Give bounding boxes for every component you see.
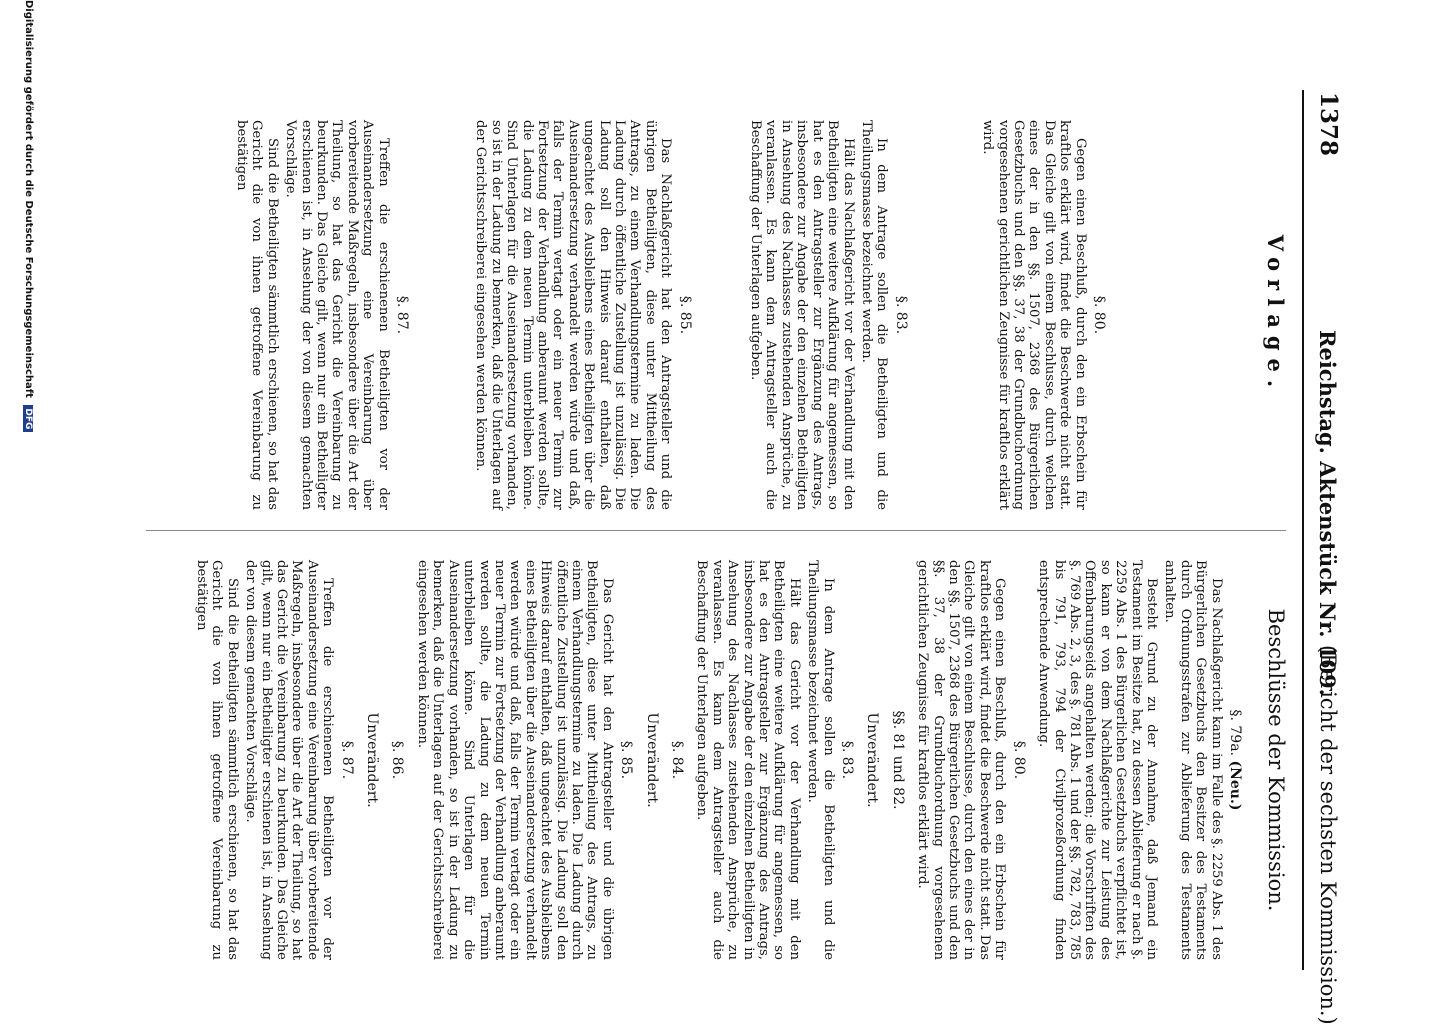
page-number: 1378: [1315, 92, 1342, 157]
digitization-note: [23, 0, 34, 432]
new-section-tag: (Neu.): [1227, 760, 1243, 811]
right-unchanged-86: Unverändert.: [364, 712, 381, 808]
right-section-heading-79a: [1227, 560, 1242, 960]
right-column: [191, 560, 1252, 960]
right-section-text-83a: In dem Antrage sollen die Betheiligten und die Theilungsmasse bezeichnet werden.: [805, 560, 836, 960]
left-section-text-83b: Hält das Nachlaßgericht vor der Verhandlung mit den Betheiligten eine weitere Aufklärung für angemessen, so hat es den Antragsteller zur Ergänzung des Antrags, insbesondere zur Angabe der den einzelnen Betheiligten in Ansehung des Nachlasses zustehenden Ansprüche, zu veranlassen. Es kann dem Antragsteller auch die Beschaffung der Unterlagen aufgeben.: [748, 120, 856, 510]
right-section-heading-80: §. 80.: [1010, 740, 1027, 780]
column-divider: [146, 530, 1286, 531]
right-section-heading-83: §. 83.: [839, 740, 856, 780]
left-section-text-85: Das Nachlaßgericht hat den Antragsteller und die übrigen Betheiligten, diese unter Mittheilung des Antrags, zu einem Verhandlungstermine zu laden. Die Ladung durch öffentliche Zustellung ist unzulässig. Die Ladung soll den Hinweis darauf enthalten, daß ungeachtet des Ausbleibens eines Betheiligten über die Auseinandersetzung verhandelt werden würde und daß, falls der Termin vertagt oder ein neuer Termin zur Fortsetzung der Verhandlung anberaumt werden sollte, die Ladung zu dem neuen Termin unterbleiben könne. Sind Unterlagen für die Auseinandersetzung vorhanden, so ist in der Ladung zu bemerken, daß die Unterlagen auf der Gerichtsschreiberei eingesehen werden können.: [473, 120, 674, 510]
right-section-text-83b: Hält das Gericht vor der Verhandlung mit den Betheiligten eine weitere Aufklärung für angemessen, so hat es den Antragsteller zur Ergänzung des Antrags, insbesondere zur Angabe der den einzelnen Betheiligten in Ansehung des Nachlasses zustehenden Ansprüche, zu veranlassen. Es kann dem Antragsteller auch die Beschaffung der Unterlagen aufgeben.: [694, 560, 802, 960]
left-section-heading-83: §. 83.: [892, 295, 909, 335]
right-section-heading-87: §. 87.: [338, 740, 355, 780]
right-unchanged-84: Unverändert.: [643, 712, 660, 808]
right-section-text-87a: Treffen die erschienenen Betheiligten vor der Auseinandersetzung eine Vereinbarung über vorbereitende Maßregeln, insbesondere über die Art der Theilung, so hat das Gericht die Vereinbarung zu beurkunden. Das Gleiche gilt, wenn nur ein Betheiligter erschienen ist, in Ansehung der von diesem gemachten Vorschläge.: [243, 560, 336, 960]
dfg-logo: DFG: [23, 405, 33, 432]
right-section-text-85: Das Gericht hat den Antragsteller und die übrigen Betheiligten, diese unter Mittheilung des Antrags, zu einem Verhandlungstermine zu laden. Die Ladung durch öffentliche Zustellung ist unzulässig. Die Ladung soll den Hinweis darauf enthalten, daß ungeachtet des Ausbleibens eines Betheiligten über die Auseinandersetzung verhandelt werden würde und daß, falls der Termin vertagt oder ein neuer Termin zur Fortsetzung der Verhandlung anberaumt werden sollte, die Ladung zu dem neuen Termin unterbleiben könne. Sind Unterlagen für die Auseinandersetzung vorhanden, so ist in der Ladung zu bemerken, daß die Unterlagen auf der Gerichtsschreiberei eingesehen werden können.: [414, 560, 615, 960]
right-section-text-87b: Sind die Betheiligten sämmtlich erschienen, so hat das Gericht die von ihnen getroffene Vereinbarung zu bestätigen: [194, 560, 240, 960]
right-column-title: Beschlüsse der Kommission.: [1264, 608, 1288, 912]
right-section-number-79a: §. 79a.: [1227, 709, 1243, 757]
left-column-spacer: [1116, 120, 1252, 510]
left-section-text-87a: Treffen die erschienenen Betheiligten vor der Auseinandersetzung eine Vereinbarung über vorbereitende Maßregeln, insbesondere über die Art der Theilung, so hat das Gericht die Vereinbarung zu beurkunden. Das Gleiche gilt, wenn nur ein Betheiligter erschienen ist, in Ansehung der von diesem gemachten Vorschläge.: [283, 120, 391, 510]
left-section-text-83a: In dem Antrage sollen die Betheiligten und die Theilungsmasse bezeichnet werden.: [858, 120, 890, 510]
right-section-text-79a-1: Das Nachlaßgericht kann im Falle des §. 2259 Abs. 1 des Bürgerlichen Gesetzbuchs den Besitzer des Testaments durch Ordnungsstrafen zur Ablieferung des Testaments anhalten.: [1162, 560, 1224, 960]
left-section-heading-87: §. 87.: [394, 295, 410, 335]
left-column: [231, 120, 1252, 510]
page-title: Reichstag. Aktenstück Nr. 109.: [1315, 330, 1340, 696]
left-section-heading-80: §. 80.: [1091, 295, 1107, 335]
header-rule: [1302, 90, 1304, 970]
right-section-text-80: Gegen einen Beschluß, durch den ein Erbschein für kraftlos erklärt wird, findet die Beschwerde nicht statt. Das Gleiche gilt von einem Beschlusse, durch den eines der in den §§. 1507, 2368 des Bürgerlichen Gesetzbuchs und den §§. 37, 38 der Grundbuchordnung vorgesehenen gerichtlichen Zeugnisse für kraftlos erklärt wird.: [915, 560, 1008, 960]
right-section-heading-86: §. 86.: [389, 740, 406, 780]
left-column-title: Vorlage.: [1263, 234, 1288, 396]
left-section-heading-85: §. 85.: [676, 295, 693, 335]
right-section-heading-81-82: §§. 81 und 82.: [889, 710, 906, 810]
right-section-heading-85: §. 85.: [618, 740, 635, 780]
left-section-text-80: Gegen einen Beschluß, durch den ein Erbschein für kraftlos erklärt wird, findet die Beschwerde nicht statt. Das Gleiche gilt von einem Beschlusse, durch welchen eines der in den §§. 1507, 2368 des Bürgerlichen Gesetzbuchs und den §§. 37, 38 der Grundbuchordnung vorgesehenen gerichtlichen Zeugnisse für kraftlos erklärt wird.: [980, 120, 1088, 510]
digitization-note-text: Digitalisierung gefördert durch die Deutsche Forschungsgemeinschaft: [23, 0, 34, 398]
right-section-text-79a-2: Besteht Grund zu der Annahme, daß Jemand ein Testament im Besitze hat, zu dessen Ablieferung er nach §. 2259 Abs. 1 des Bürgerlichen Gesetzbuchs verpflichtet ist, so kann er von dem Nachlaßgerichte zur Leistung des Offenbarungseids angehalten werden; die Vorschriften des §. 769 Abs. 2, 3, des §. 781 Abs. 1 und der §§. 782, 783, 785 bis 791, 793, 794 der Civilprozeßordnung finden entsprechende Anwendung.: [1036, 560, 1159, 960]
left-section-text-87b: Sind die Betheiligten sämmtlich erschienen, so hat das Gericht die von ihnen getroffene Vereinbarung zu bestätigen: [233, 120, 280, 510]
right-section-heading-84: §. 84.: [669, 740, 685, 780]
page-subtitle: (Bericht der sechsten Kommission.): [1316, 645, 1340, 1025]
right-unchanged-81-82: Unverändert.: [864, 712, 881, 808]
